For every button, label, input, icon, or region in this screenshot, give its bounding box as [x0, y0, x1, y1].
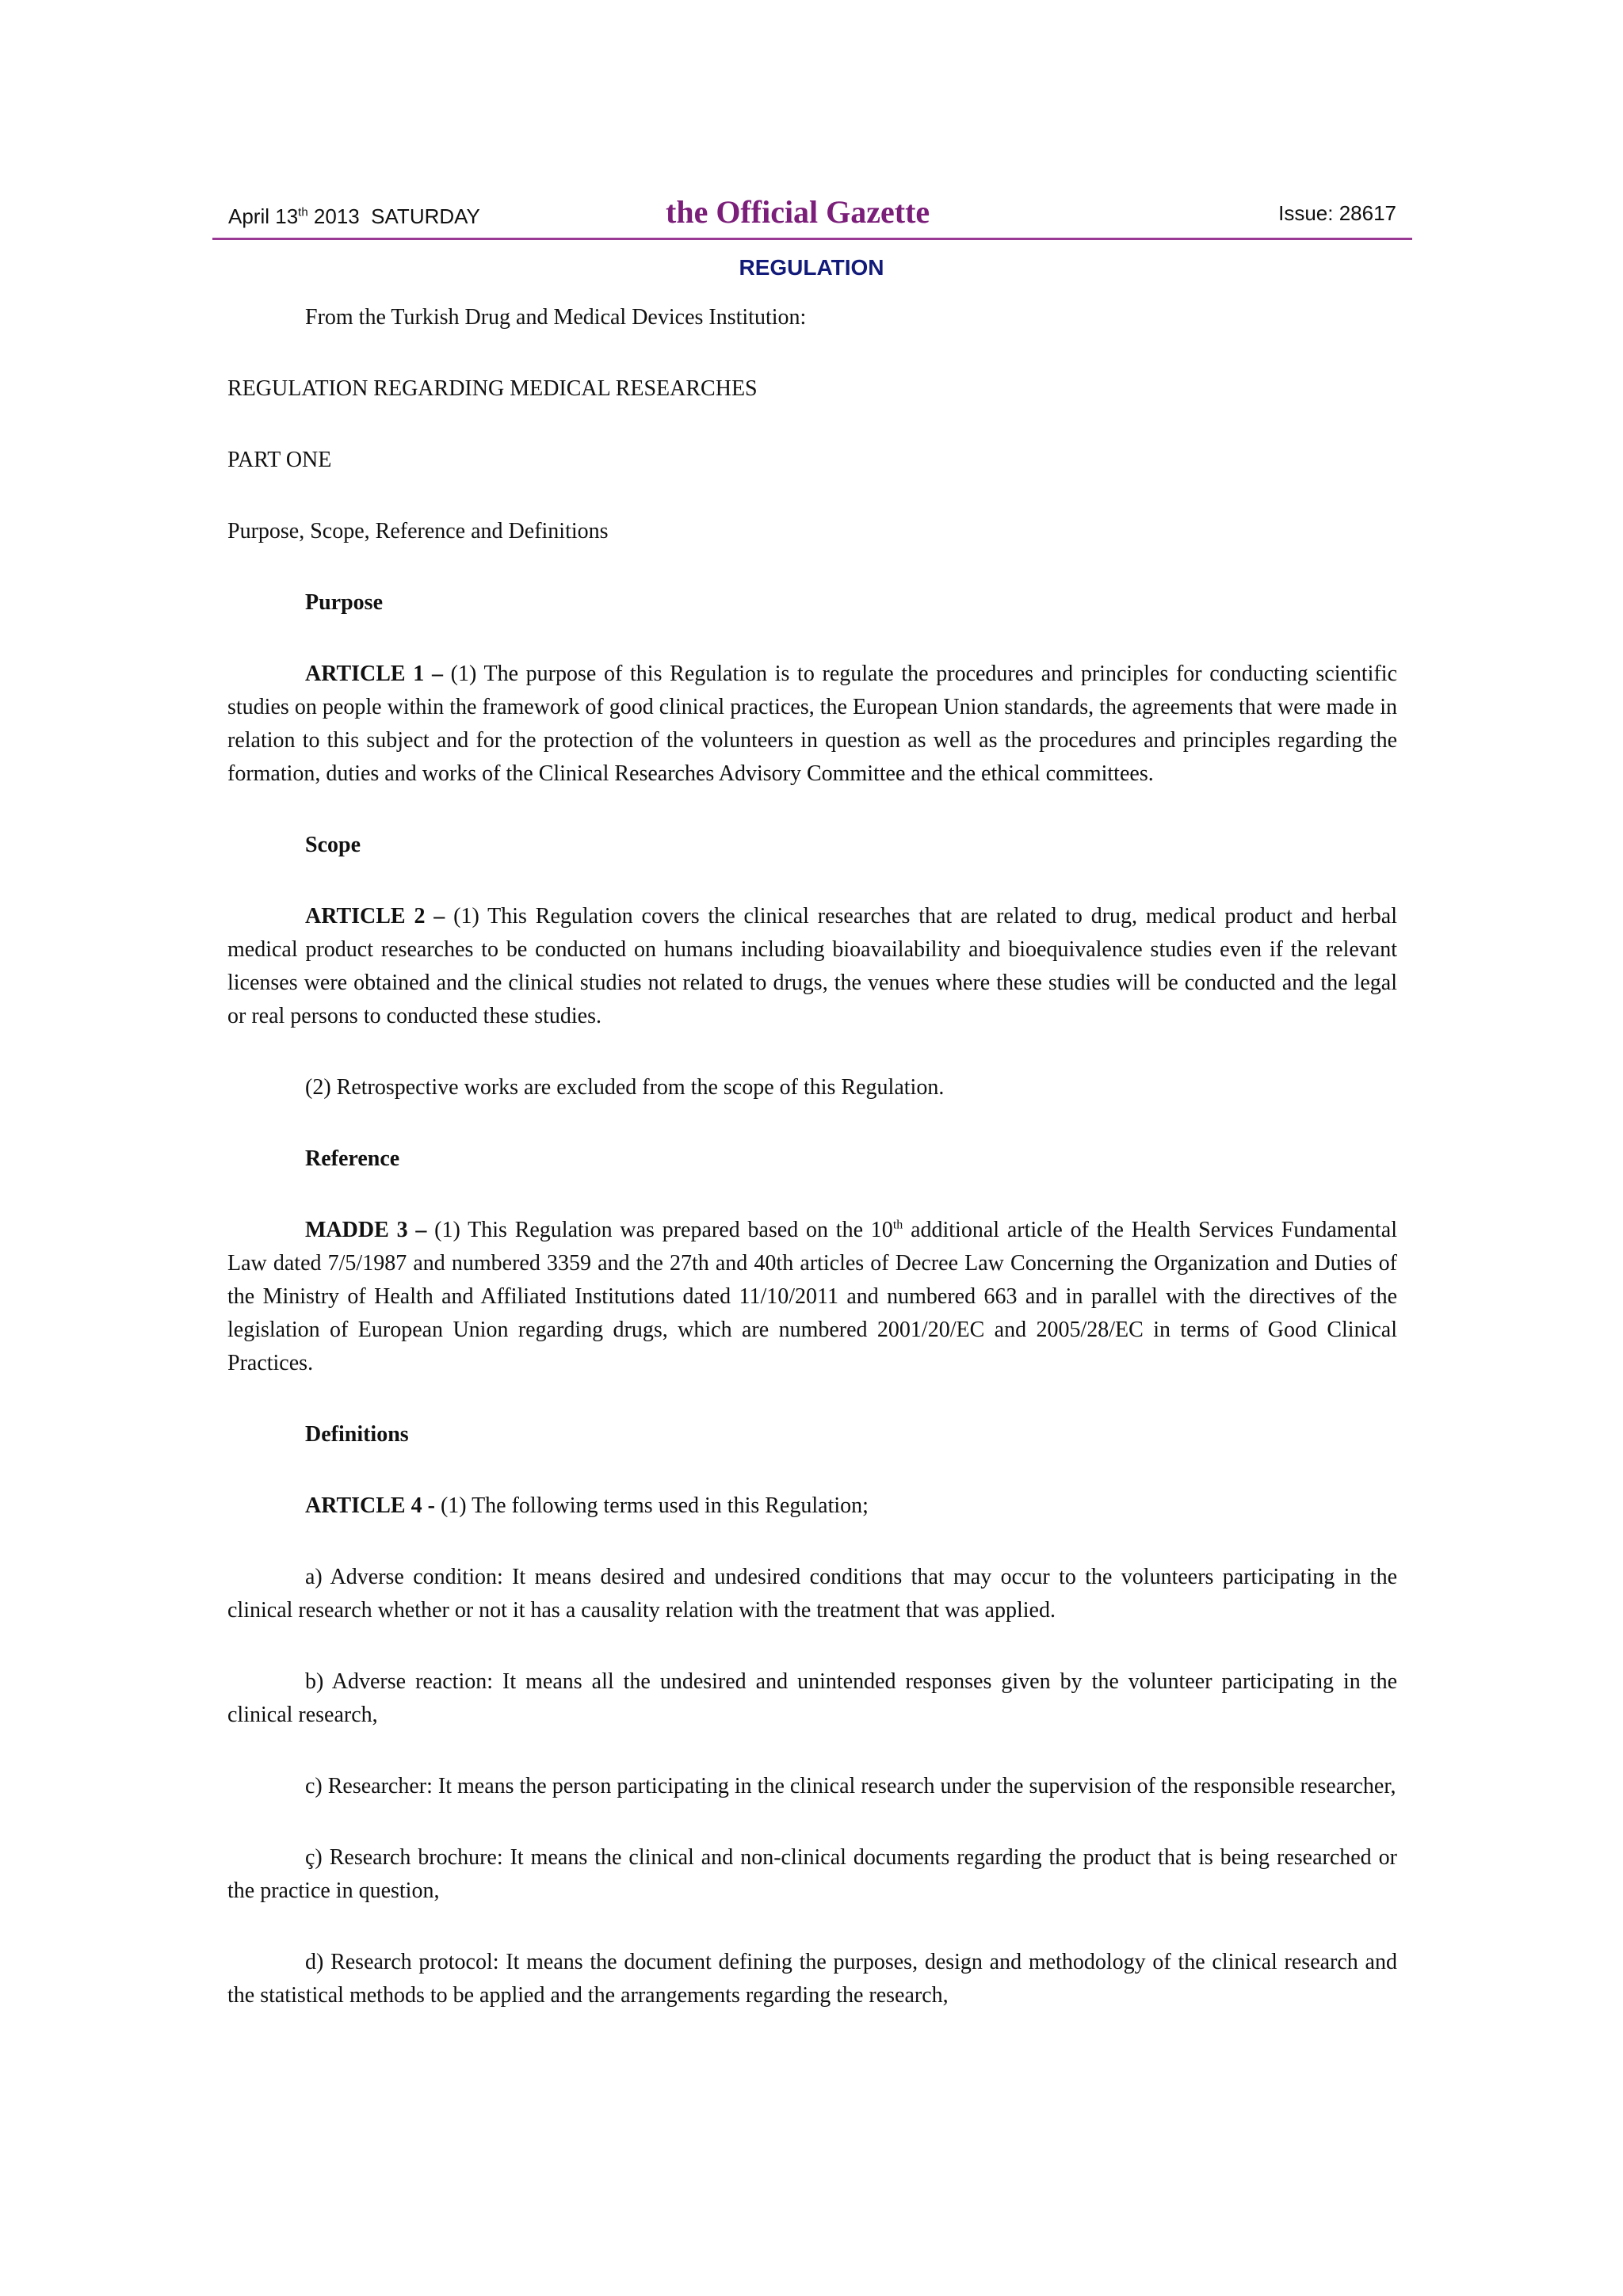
article-2-text: (1) This Regulation covers the clinical researches that are related to drug, medical product and herbal medical product researches to be conducted on humans including bioavailability and bioequivalence studies even if the relevant licenses were obtained and the clinical studies not related to drugs, the venues where these studies will be conducted and the legal or real persons to conducted these studies.: [227, 904, 1397, 1028]
issue-date-suffix: th: [298, 205, 308, 219]
definitions-heading: Definitions: [305, 1422, 409, 1447]
article-3: [227, 1214, 1397, 1380]
scope-heading: Scope: [305, 833, 361, 857]
document-body: [227, 301, 1397, 2050]
article-3-label: MADDE 3 –: [305, 1218, 427, 1242]
article-4-text: (1) The following terms used in this Regulation;: [434, 1493, 869, 1518]
reference-heading: Reference: [305, 1146, 400, 1171]
article-1-label: ARTICLE 1 –: [305, 662, 443, 686]
source-line: From the Turkish Drug and Medical Devices Institution:: [305, 305, 807, 330]
part-label: PART ONE: [227, 448, 332, 472]
definition-d: d) Research protocol: It means the document defining the purposes, design and methodology of the clinical research and the statistical methods to be applied and the arrangements regarding the research,: [227, 1950, 1397, 2008]
article-4: [227, 1489, 1397, 1523]
article-4-label: ARTICLE 4 -: [305, 1493, 435, 1518]
article-3-text-a: (1) This Regulation was prepared based on the 10: [426, 1218, 893, 1242]
purpose-heading: Purpose: [305, 590, 383, 615]
article-3-sup: th: [892, 1218, 903, 1232]
article-3-text-b: additional article of the Health Services Fundamental Law dated 7/5/1987 and numbered 3359 and the 27th and 40th articles of Decree Law Concerning the Organization and Duties of the Ministry of Health and Affiliated Institutions dated 11/10/2011 and numbered 663 and in parallel with the directives of the legislation of European Union regarding drugs, which are numbered 2001/20/EC and 2005/28/EC in terms of Good Clinical Practices.: [227, 1218, 1398, 1375]
article-1: [227, 658, 1397, 791]
issue-date: [228, 204, 480, 229]
issue-date-rest: 2013 SATURDAY: [307, 204, 480, 228]
definition-cc: ç) Research brochure: It means the clinical and non-clinical documents regarding the product that is being researched or the practice in question,: [227, 1845, 1397, 1903]
gazette-title: the Official Gazette: [666, 194, 930, 230]
issue-date-day: April 13: [228, 204, 299, 228]
part-title: Purpose, Scope, Reference and Definitions: [227, 519, 609, 543]
article-1-text: (1) The purpose of this Regulation is to regulate the procedures and principles for conducting scientific studies on people within the framework of good clinical practices, the European Union standards, the agreements that were made in relation to this subject and for the protection of the volunteers in question as well as the procedures and principles regarding the formation, duties and works of the Clinical Researches Advisory Committee and the ethical committees.: [227, 662, 1397, 786]
article-2-paragraph-2: (2) Retrospective works are excluded from the scope of this Regulation.: [305, 1075, 945, 1100]
article-2: [227, 900, 1397, 1033]
definition-b: b) Adverse reaction: It means all the undesired and unintended responses given by the volunteer participating in the clinical research,: [227, 1669, 1397, 1727]
definition-a: a) Adverse condition: It means desired and undesired conditions that may occur to the volunteers participating in the clinical research whether or not it has a causality relation with the treatment that was applied.: [227, 1565, 1397, 1623]
issue-number: Issue: 28617: [1278, 201, 1396, 225]
regulation-title: REGULATION REGARDING MEDICAL RESEARCHES: [227, 376, 758, 401]
section-label: REGULATION: [739, 255, 884, 280]
definition-c: c) Researcher: It means the person participating in the clinical research under the supervision of the responsible researcher,: [305, 1774, 1396, 1798]
article-2-label: ARTICLE 2 –: [305, 904, 445, 929]
gazette-header: [212, 190, 1412, 240]
